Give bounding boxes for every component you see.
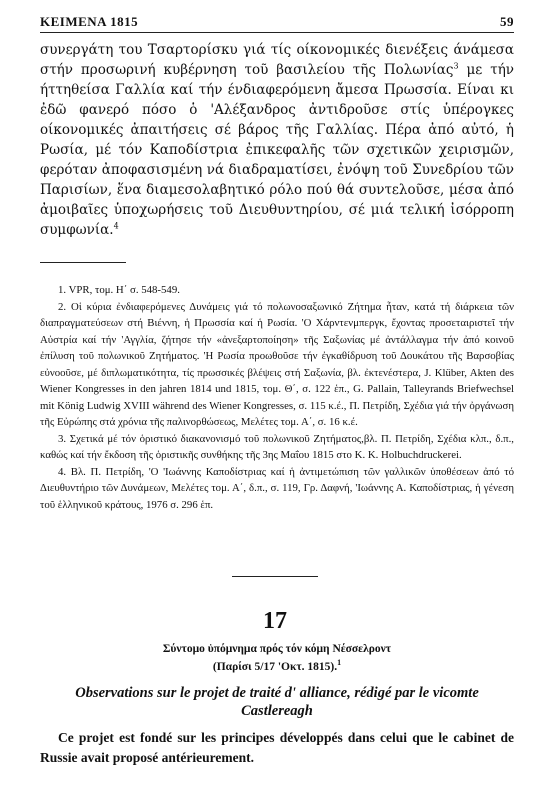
document-text: Ce projet est fondé sur les principes développés dans celui que le cabinet de Russie avait proposé antérieurement.: [40, 730, 514, 765]
footnotes: [40, 282, 514, 513]
document-number: 17: [263, 608, 287, 634]
running-title: ΚΕΙΜΕΝΑ 1815: [40, 14, 139, 29]
body-paragraph-end: με τήν ήττηθείσα Γαλλία καί τήν ένδιαφερόμενη ἄμεσα Πρωσσία. Είναι κι ἐδῶ φανερό πόσο ὁ 'Αλέξανδρος ἀντιδροῦσε στίς ὑπέρογκες οίκονομικές ἀπαιτήσεις σέ βάρος τῆς Γαλλίας. Πέρα ἀπό αὐτό, ἡ Ρωσία, μέ τόν Καποδίστρια ἐπικεφαλῆς τῶν σχετικῶν χειρισμῶν, φερόταν ἀποφασισμένη νά διαδραματίσει, ἐνόψη τοῦ Συνεδρίου τῶν Παρισίων, ἕνα διαμεσολαβητικό ρόλο πού θά συντελοῦσε, μέσα ἀπό ἀμοιβαῖες ὑποχωρήσεις τοῦ Διευθυντηρίου, σέ μιά τελική ἰσόρροπη συμφωνία.: [40, 62, 514, 238]
footnote-ref-3: 3: [453, 61, 459, 71]
footnote-separator: [40, 262, 126, 263]
footnote-2: 2. Οἱ κύρια ἐνδιαφερόμενες Δυνάμεις γιά τό πολωνοσαξωνικό Ζήτημα ἦταν, κατά τή διάρκεια τῶν διαπραγματεύσεων στή Βιέννη, ἡ Πρωσσία καί ἡ Ρωσία. 'Ο Χάρντενμπεργκ, ἔχοντας προσεταιριστεῖ τήν Αὐστρία καί τήν 'Αγγλία, ζήτησε τήν «ἀνεξαρτοποίηση» τῆς Σαξωνίας μέ ἀντάλλαγμα τήν ἀπό κοινοῦ ἐπίλυση τοῦ πολωνικοῦ Ζητήματος. 'Η Ρωσία προωθοῦσε τήν ἐγκαθίδρυση τοῦ Δουκάτου τῆς Βαρσοβίας εὐνοοῦσε, μέ διπλωματικότητα, τίς πρωσσικές βλέψεις στή Σαξωνία, βλ. ἐκτενέστερα, J. Klüber, Akten des Wiener Kongresses in den jahren 1814 und 1815, τομ. Θ΄, σ. 122 ἑπ., G. Pallain, Talleyrands Briefwechsel mit König Ludwig XVIII während des Wiener Kongresses, σ. 115 κ.έ., Π. Πετρίδη, Σχέδια γιά τήν ὀργάνωση τῆς Εὐρώπης στά χρόνια τῆς παλινορθώσεως, Μελέτες τομ. Α΄, σ. 16 κ.έ.: [40, 300, 514, 428]
running-header: [40, 12, 514, 33]
document-subtitle: [40, 640, 514, 676]
footnote-ref-4: 4: [113, 221, 119, 231]
section-separator: [232, 576, 318, 577]
body-text: [40, 40, 514, 240]
subtitle-footnote-ref: 1: [337, 658, 342, 668]
subtitle-line-2: [40, 658, 514, 676]
subtitle-line-1: Σύντομο ὑπόμνημα πρός τόν κόμη Νέσσελροντ: [162, 643, 392, 655]
body-paragraph-start: συνεργάτη του Τσαρτορίσκυ γιά τίς οίκονομικές διενέξεις άνάμεσα στήν προσωρινή κυβέρνηση τοῦ βασιλείου τῆς Πολωνίας: [40, 42, 514, 78]
footnote-1: 1. VPR, τομ. Η΄ σ. 548-549.: [58, 284, 180, 296]
subtitle-date: (Παρίσι 5/17 'Οκτ. 1815).: [212, 661, 338, 673]
document-title: Observations sur le projet de traité d' alliance, rédigé par le vicomte Castlereagh: [75, 685, 479, 719]
body-paragraph: [40, 40, 514, 240]
footnote-4: 4. Βλ. Π. Πετρίδη, 'Ο 'Ιωάννης Καποδίστριας καί ἡ ἀντιμετώπιση τῶν γαλλικῶν ὑποθέσεων ἀπό τό Διευθυντήριο τῶν Δυνάμεων, Μελέτες τομ. Α΄, δ.π., σ. 119, Γρ. Δαφνή, 'Ιωάννης Α. Καποδίστριας, ἡ γένεση τοῦ ἑλληνικοῦ κράτους, 1976 σ. 296 ἑπ.: [40, 465, 514, 511]
footnote-3: 3. Σχετικά μέ τόν ὁριστικό διακανονισμό τοῦ πολωνικοῦ Ζητήματος,βλ. Π. Πετρίδη, Σχέδια κλπ., δ.π., καθώς καί τήν ἔκδοση τῆς ὁριστικῆς συνθήκης τῆς 3ης Μαΐου 1815 στο Κ. Κ. Holbuchdruckerei.: [40, 432, 514, 461]
page-number: 59: [500, 14, 514, 29]
